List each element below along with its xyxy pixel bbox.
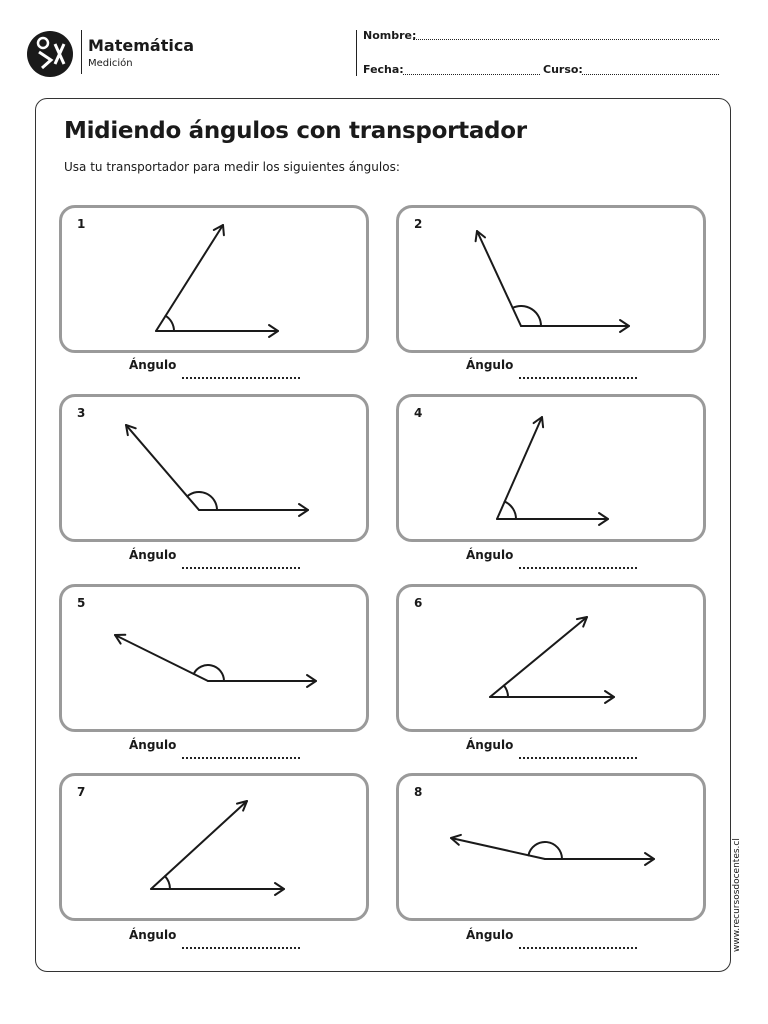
fields-divider (356, 30, 357, 76)
answer-label: Ángulo (129, 738, 177, 752)
answer-field-2[interactable] (519, 377, 637, 379)
angle-card-5 (59, 584, 369, 732)
angle-diagram-7 (62, 776, 372, 924)
angle-card-4 (396, 394, 706, 542)
angle-card-8 (396, 773, 706, 921)
answer-field-8[interactable] (519, 947, 637, 949)
website-credit: www.recursosdocentes.cl (732, 838, 742, 952)
exercise-number: 3 (77, 406, 86, 420)
angle-diagram-4 (399, 397, 709, 545)
angle-diagram-5 (62, 587, 372, 735)
angle-card-1 (59, 205, 369, 353)
answer-label: Ángulo (466, 548, 514, 562)
topic-subtitle: Medición (88, 58, 133, 69)
exercise-number: 4 (414, 406, 423, 420)
angle-diagram-8 (399, 776, 709, 924)
answer-label: Ángulo (466, 358, 514, 372)
page-title: Midiendo ángulos con transportador (64, 118, 527, 144)
answer-field-3[interactable] (182, 567, 300, 569)
exercise-number: 7 (77, 785, 86, 799)
exercise-number: 2 (414, 217, 423, 231)
exercise-number: 8 (414, 785, 423, 799)
exercise-number: 6 (414, 596, 423, 610)
angle-diagram-3 (62, 397, 372, 545)
name-label: Nombre: (363, 29, 417, 42)
logo-icon (26, 30, 74, 78)
answer-label: Ángulo (466, 738, 514, 752)
course-label: Curso: (543, 63, 583, 76)
angle-card-2 (396, 205, 706, 353)
name-field[interactable] (413, 39, 719, 40)
answer-field-1[interactable] (182, 377, 300, 379)
angle-diagram-2 (399, 208, 709, 356)
header-divider (81, 30, 82, 74)
date-field[interactable] (403, 74, 540, 75)
angle-diagram-1 (62, 208, 372, 356)
angle-card-7 (59, 773, 369, 921)
answer-field-4[interactable] (519, 567, 637, 569)
exercise-number: 5 (77, 596, 86, 610)
course-field[interactable] (582, 74, 719, 75)
answer-label: Ángulo (466, 928, 514, 942)
answer-label: Ángulo (129, 548, 177, 562)
exercise-number: 1 (77, 217, 86, 231)
date-label: Fecha: (363, 63, 404, 76)
answer-field-5[interactable] (182, 757, 300, 759)
angle-card-3 (59, 394, 369, 542)
answer-field-6[interactable] (519, 757, 637, 759)
subject-title: Matemática (88, 36, 195, 55)
instruction-text: Usa tu transportador para medir los siguientes ángulos: (64, 160, 400, 174)
angle-card-6 (396, 584, 706, 732)
angle-diagram-6 (399, 587, 709, 735)
answer-field-7[interactable] (182, 947, 300, 949)
answer-label: Ángulo (129, 358, 177, 372)
answer-label: Ángulo (129, 928, 177, 942)
